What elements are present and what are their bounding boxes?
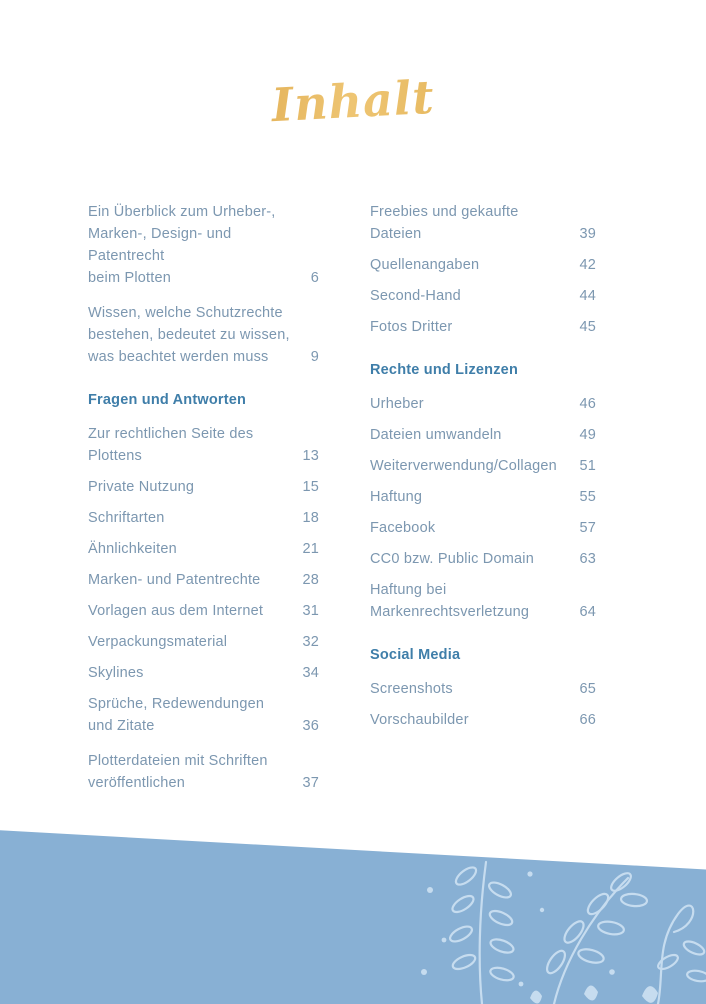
toc-entry — [88, 569, 319, 591]
page-title: Inhalt — [0, 56, 706, 147]
toc-entry — [370, 455, 596, 477]
toc-entry — [370, 393, 596, 415]
section-heading: Fragen und Antworten — [88, 392, 247, 408]
entry-page-number: 65 — [579, 681, 596, 697]
entry-page-number: 45 — [579, 319, 596, 335]
toc-entry — [370, 201, 596, 245]
entry-title: Dateien umwandeln — [370, 427, 502, 443]
toc-entry — [370, 424, 596, 446]
entry-title: Ein Überblick zum Urheber-, Marken-, Design- und Patentrecht beim Plotten — [88, 204, 276, 286]
entry-page-number: 63 — [579, 551, 596, 567]
entry-title: Skylines — [88, 665, 144, 681]
entry-title: Schriftarten — [88, 510, 165, 526]
entry-title: Ähnlichkeiten — [88, 541, 177, 557]
toc-entry — [88, 476, 319, 498]
toc-entry — [88, 423, 319, 467]
entry-page-number: 34 — [302, 665, 319, 681]
entry-title: Weiterverwendung/Collagen — [370, 458, 557, 474]
toc-entry — [88, 600, 319, 622]
toc-entry — [370, 316, 596, 338]
entry-title: Haftung — [370, 489, 423, 505]
entry-title: Verpackungsmaterial — [88, 634, 228, 650]
toc-column-right — [370, 201, 596, 740]
botanical-decoration-icon — [406, 844, 706, 1004]
entry-title: Quellenangaben — [370, 257, 480, 273]
entry-page-number: 36 — [302, 718, 319, 734]
entry-page-number: 18 — [302, 510, 319, 526]
entry-page-number: 42 — [579, 257, 596, 273]
toc-entry — [88, 693, 319, 737]
entry-title: Urheber — [370, 396, 424, 412]
entry-title: Screenshots — [370, 681, 453, 697]
entry-page-number: 32 — [302, 634, 319, 650]
entry-title: Second-Hand — [370, 288, 461, 304]
toc-entry — [370, 548, 596, 570]
entry-title: Plotterdateien mit Schriften veröffentlichen — [88, 753, 268, 791]
entry-title: Wissen, welche Schutzrechte bestehen, bedeutet zu wissen, was beachtet werden muss — [88, 305, 290, 365]
entry-title: Vorschaubilder — [370, 712, 469, 728]
toc-entry — [370, 254, 596, 276]
entry-page-number: 44 — [579, 288, 596, 304]
entry-page-number: 15 — [302, 479, 319, 495]
entry-page-number: 13 — [302, 448, 319, 464]
toc-entry — [370, 486, 596, 508]
entry-title: Zur rechtlichen Seite des Plottens — [88, 426, 254, 464]
toc-entry — [88, 201, 319, 289]
entry-page-number: 66 — [579, 712, 596, 728]
entry-page-number: 31 — [302, 603, 319, 619]
toc-entry — [88, 631, 319, 653]
section-heading: Rechte und Lizenzen — [370, 362, 519, 378]
entry-page-number: 6 — [310, 270, 319, 286]
toc-entry — [88, 538, 319, 560]
toc-entry — [370, 517, 596, 539]
entry-page-number: 49 — [579, 427, 596, 443]
entry-title: Haftung bei Markenrechtsverletzung — [370, 582, 530, 620]
entry-page-number: 64 — [579, 604, 596, 620]
entry-title: Fotos Dritter — [370, 319, 453, 335]
entry-page-number: 51 — [579, 458, 596, 474]
entry-title: Freebies und gekaufte Dateien — [370, 204, 519, 242]
entry-page-number: 46 — [579, 396, 596, 412]
toc-entry — [370, 579, 596, 623]
toc-entry — [370, 285, 596, 307]
toc-column-left — [88, 201, 319, 807]
toc-entry — [88, 507, 319, 529]
entry-title: Vorlagen aus dem Internet — [88, 603, 264, 619]
entry-title: Sprüche, Redewendungen und Zitate — [88, 696, 265, 734]
entry-title: Facebook — [370, 520, 436, 536]
entry-page-number: 55 — [579, 489, 596, 505]
toc-entry — [370, 678, 596, 700]
toc-entry — [370, 709, 596, 731]
entry-page-number: 21 — [302, 541, 319, 557]
toc-entry — [88, 750, 319, 794]
entry-page-number: 37 — [302, 775, 319, 791]
entry-title: Marken- und Patentrechte — [88, 572, 261, 588]
entry-page-number: 9 — [310, 349, 319, 365]
entry-page-number: 39 — [579, 226, 596, 242]
entry-page-number: 28 — [302, 572, 319, 588]
entry-page-number: 57 — [579, 520, 596, 536]
toc-entry — [88, 662, 319, 684]
entry-title: Private Nutzung — [88, 479, 195, 495]
section-heading: Social Media — [370, 647, 461, 663]
entry-title: CC0 bzw. Public Domain — [370, 551, 534, 567]
toc-entry — [88, 302, 319, 368]
